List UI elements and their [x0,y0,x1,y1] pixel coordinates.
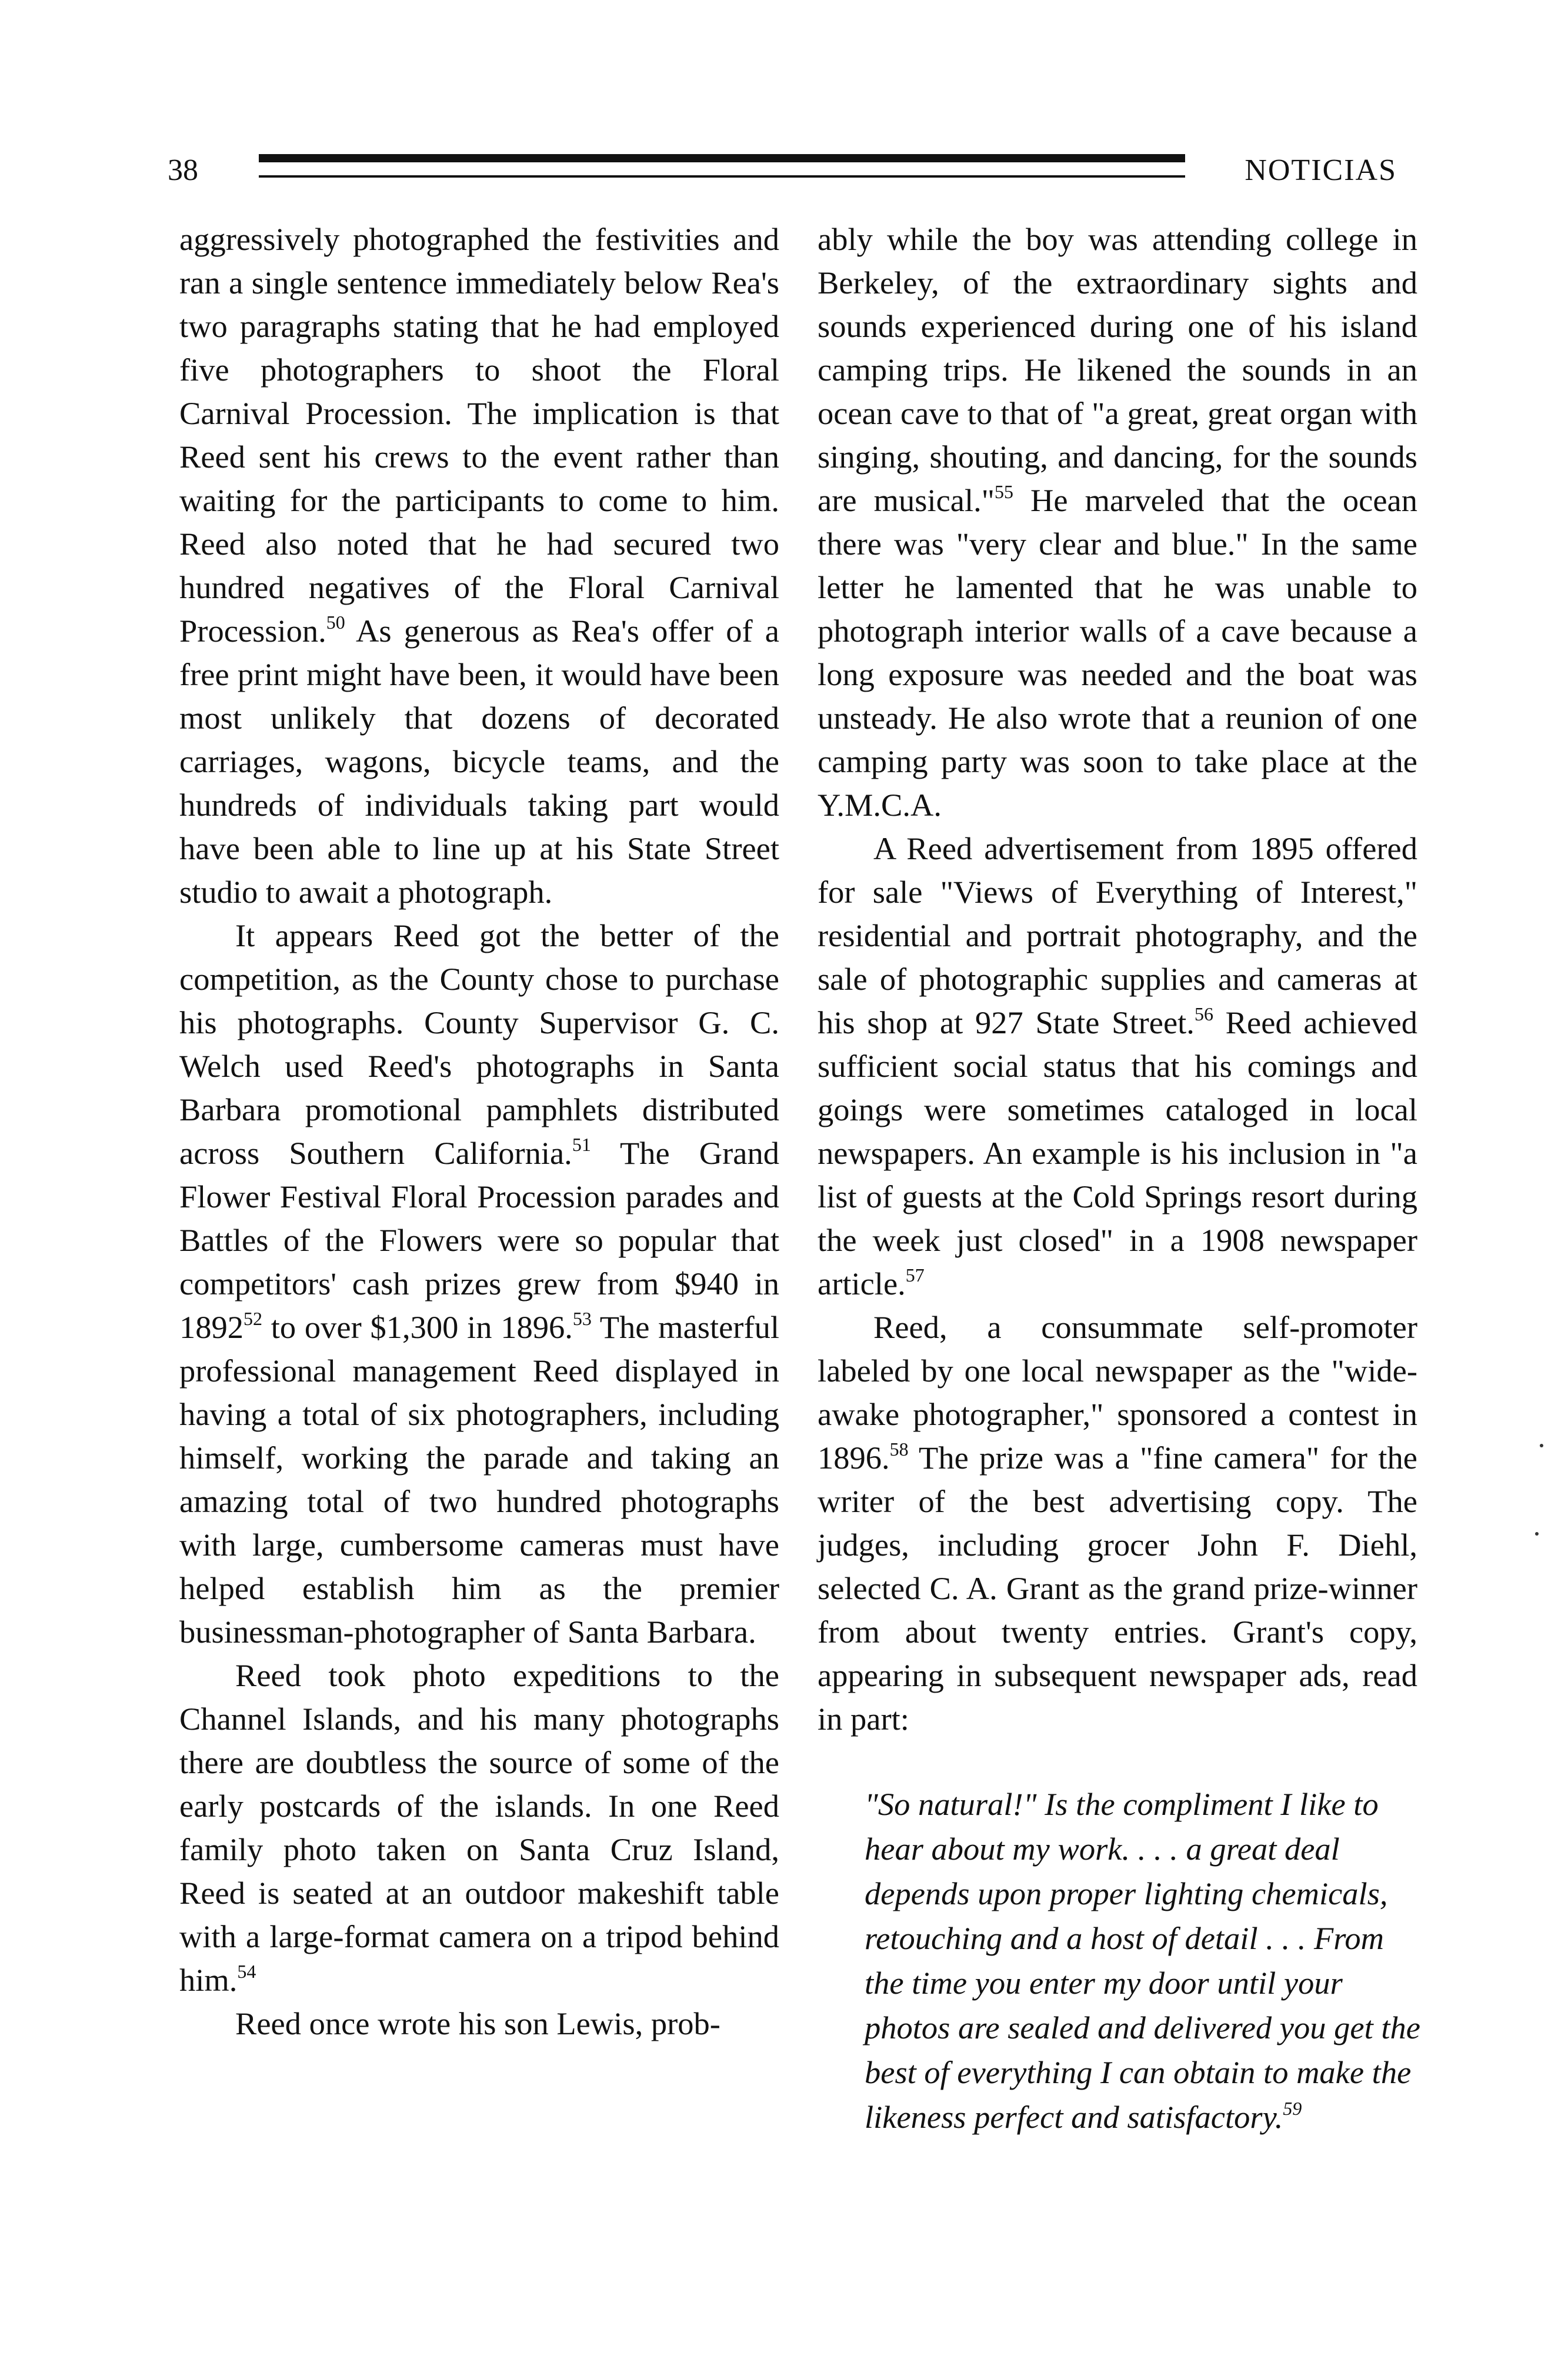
header-rule-thin [259,175,1185,178]
page-number: 38 [168,153,198,187]
margin-speck [1535,1532,1539,1536]
header-rule-thick [259,154,1185,162]
footnote-ref: 51 [572,1134,591,1155]
paragraph-text: He marveled that the ocean there was "very clear and blue." In the same letter he lamented that he was unable to photograph interior walls of a cave because a long exposure was needed and the boat was unsteady. He also wrote that a reunion of one camping party was soon to take place at the Y.M.C.A. [818,482,1417,823]
paragraph [179,2002,779,2045]
paragraph-text: The masterful professional management Reed displayed in having a total of six photographers, including himself, working the parade and taking an amazing total of two hundred photographs with large, cumbersome cameras must have helped establish him as the premier businessman-photographer of Santa Barbara. [179,1309,779,1650]
paragraph-text: Reed once wrote his son Lewis, prob- [235,2005,720,2041]
paragraph-text: The prize was a "fine camera" for the writer of the best advertising copy. The judges, including grocer John F. Diehl, selected C. A. Grant as the grand prize-winner from about twenty entries. Grant's copy, appearing in subsequent newspaper ads, read in part: [818,1440,1417,1737]
page-header [168,141,1397,200]
right-column [818,218,1420,2140]
paragraph [818,1306,1417,1741]
paragraph [818,827,1417,1306]
paragraph [179,1654,779,2002]
paragraph-text: aggressively photographed the festivities and ran a single sentence immediately below Rea's two paragraphs stating that he had employed five photographers to shoot the Floral Carnival Procession. The implication is that Reed sent his crews to the event rather than waiting for the participants to come to him. Reed also noted that he had secured two hundred negatives of the Floral Carnival Procession. [179,221,779,649]
paragraph [179,914,779,1654]
paragraph-text: A Reed advertisement from 1895 offered for sale "Views of Everything of Interest," residential and portrait photography, and the sale of photographic supplies and cameras at his shop at 927 State Street. [818,830,1417,1040]
paragraph [179,218,779,914]
paragraph-text: ably while the boy was attending college in Berkeley, of the extraordinary sights and sounds experienced during one of his island camping trips. He likened the sounds in an ocean cave to that of "a great, great organ with singing, shouting, and dancing, for the sounds are musical." [818,221,1417,518]
journal-title: NOTICIAS [1245,153,1397,187]
footnote-ref: 55 [994,481,1013,502]
footnote-ref: 56 [1194,1003,1213,1025]
left-column [179,218,779,2045]
paragraph-text: The Grand Flower Festival Floral Procession parades and Battles of the Flowers were so popular that competitors' cash prizes grew from $940 in 1892 [179,1135,779,1345]
paragraph-text: to over $1,300 in 1896. [262,1309,573,1345]
footnote-ref: 52 [243,1308,262,1329]
paragraph-text: As generous as Rea's offer of a free print might have been, it would have been most unlikely that dozens of decorated carriages, wagons, bicycle teams, and the hundreds of individuals taking part would have been able to line up at his State Street studio to await a photograph. [179,613,779,910]
footnote-ref: 57 [905,1264,925,1286]
paragraph-text: It appears Reed got the better of the competition, as the County chose to purchase his photographs. County Supervisor G. C. Welch used Reed's photographs in Santa Barbara promotional pamphlets distributed across Southern California. [179,917,779,1171]
block-quote [865,1782,1423,2140]
footnote-ref: 50 [326,612,345,633]
footnote-ref: 59 [1283,2098,1302,2119]
paragraph-text: Reed took photo expeditions to the Channel Islands, and his many photographs there are doubtless the source of some of the early postcards of the islands. In one Reed family photo taken on Santa Cruz Island, Reed is seated at an outdoor makeshift table with a large-format camera on a tripod behind him. [179,1657,779,1998]
footnote-ref: 54 [237,1961,256,1982]
margin-speck [1540,1444,1543,1447]
footnote-ref: 58 [889,1439,909,1460]
paragraph [818,218,1417,827]
paragraph-text: Reed, a consummate self-promoter labeled by one local newspaper as the "wide-awake photographer," sponsored a contest in 1896. [818,1309,1417,1476]
quote-text: "So natural!" Is the compliment I like to hear about my work. . . . a great deal depends upon proper lighting chemicals, retouching and a host of detail . . . From the time you enter my door until your photos are sealed and delivered you get the best of everything I can obtain to make the likeness perfect and satisfactory. [865,1786,1420,2135]
footnote-ref: 53 [572,1308,592,1329]
paragraph-text: Reed achieved sufficient social status that his comings and goings were sometimes cataloged in local newspapers. An example is his inclusion in "a list of guests at the Cold Springs resort during the week just closed" in a 1908 newspaper article. [818,1005,1417,1302]
